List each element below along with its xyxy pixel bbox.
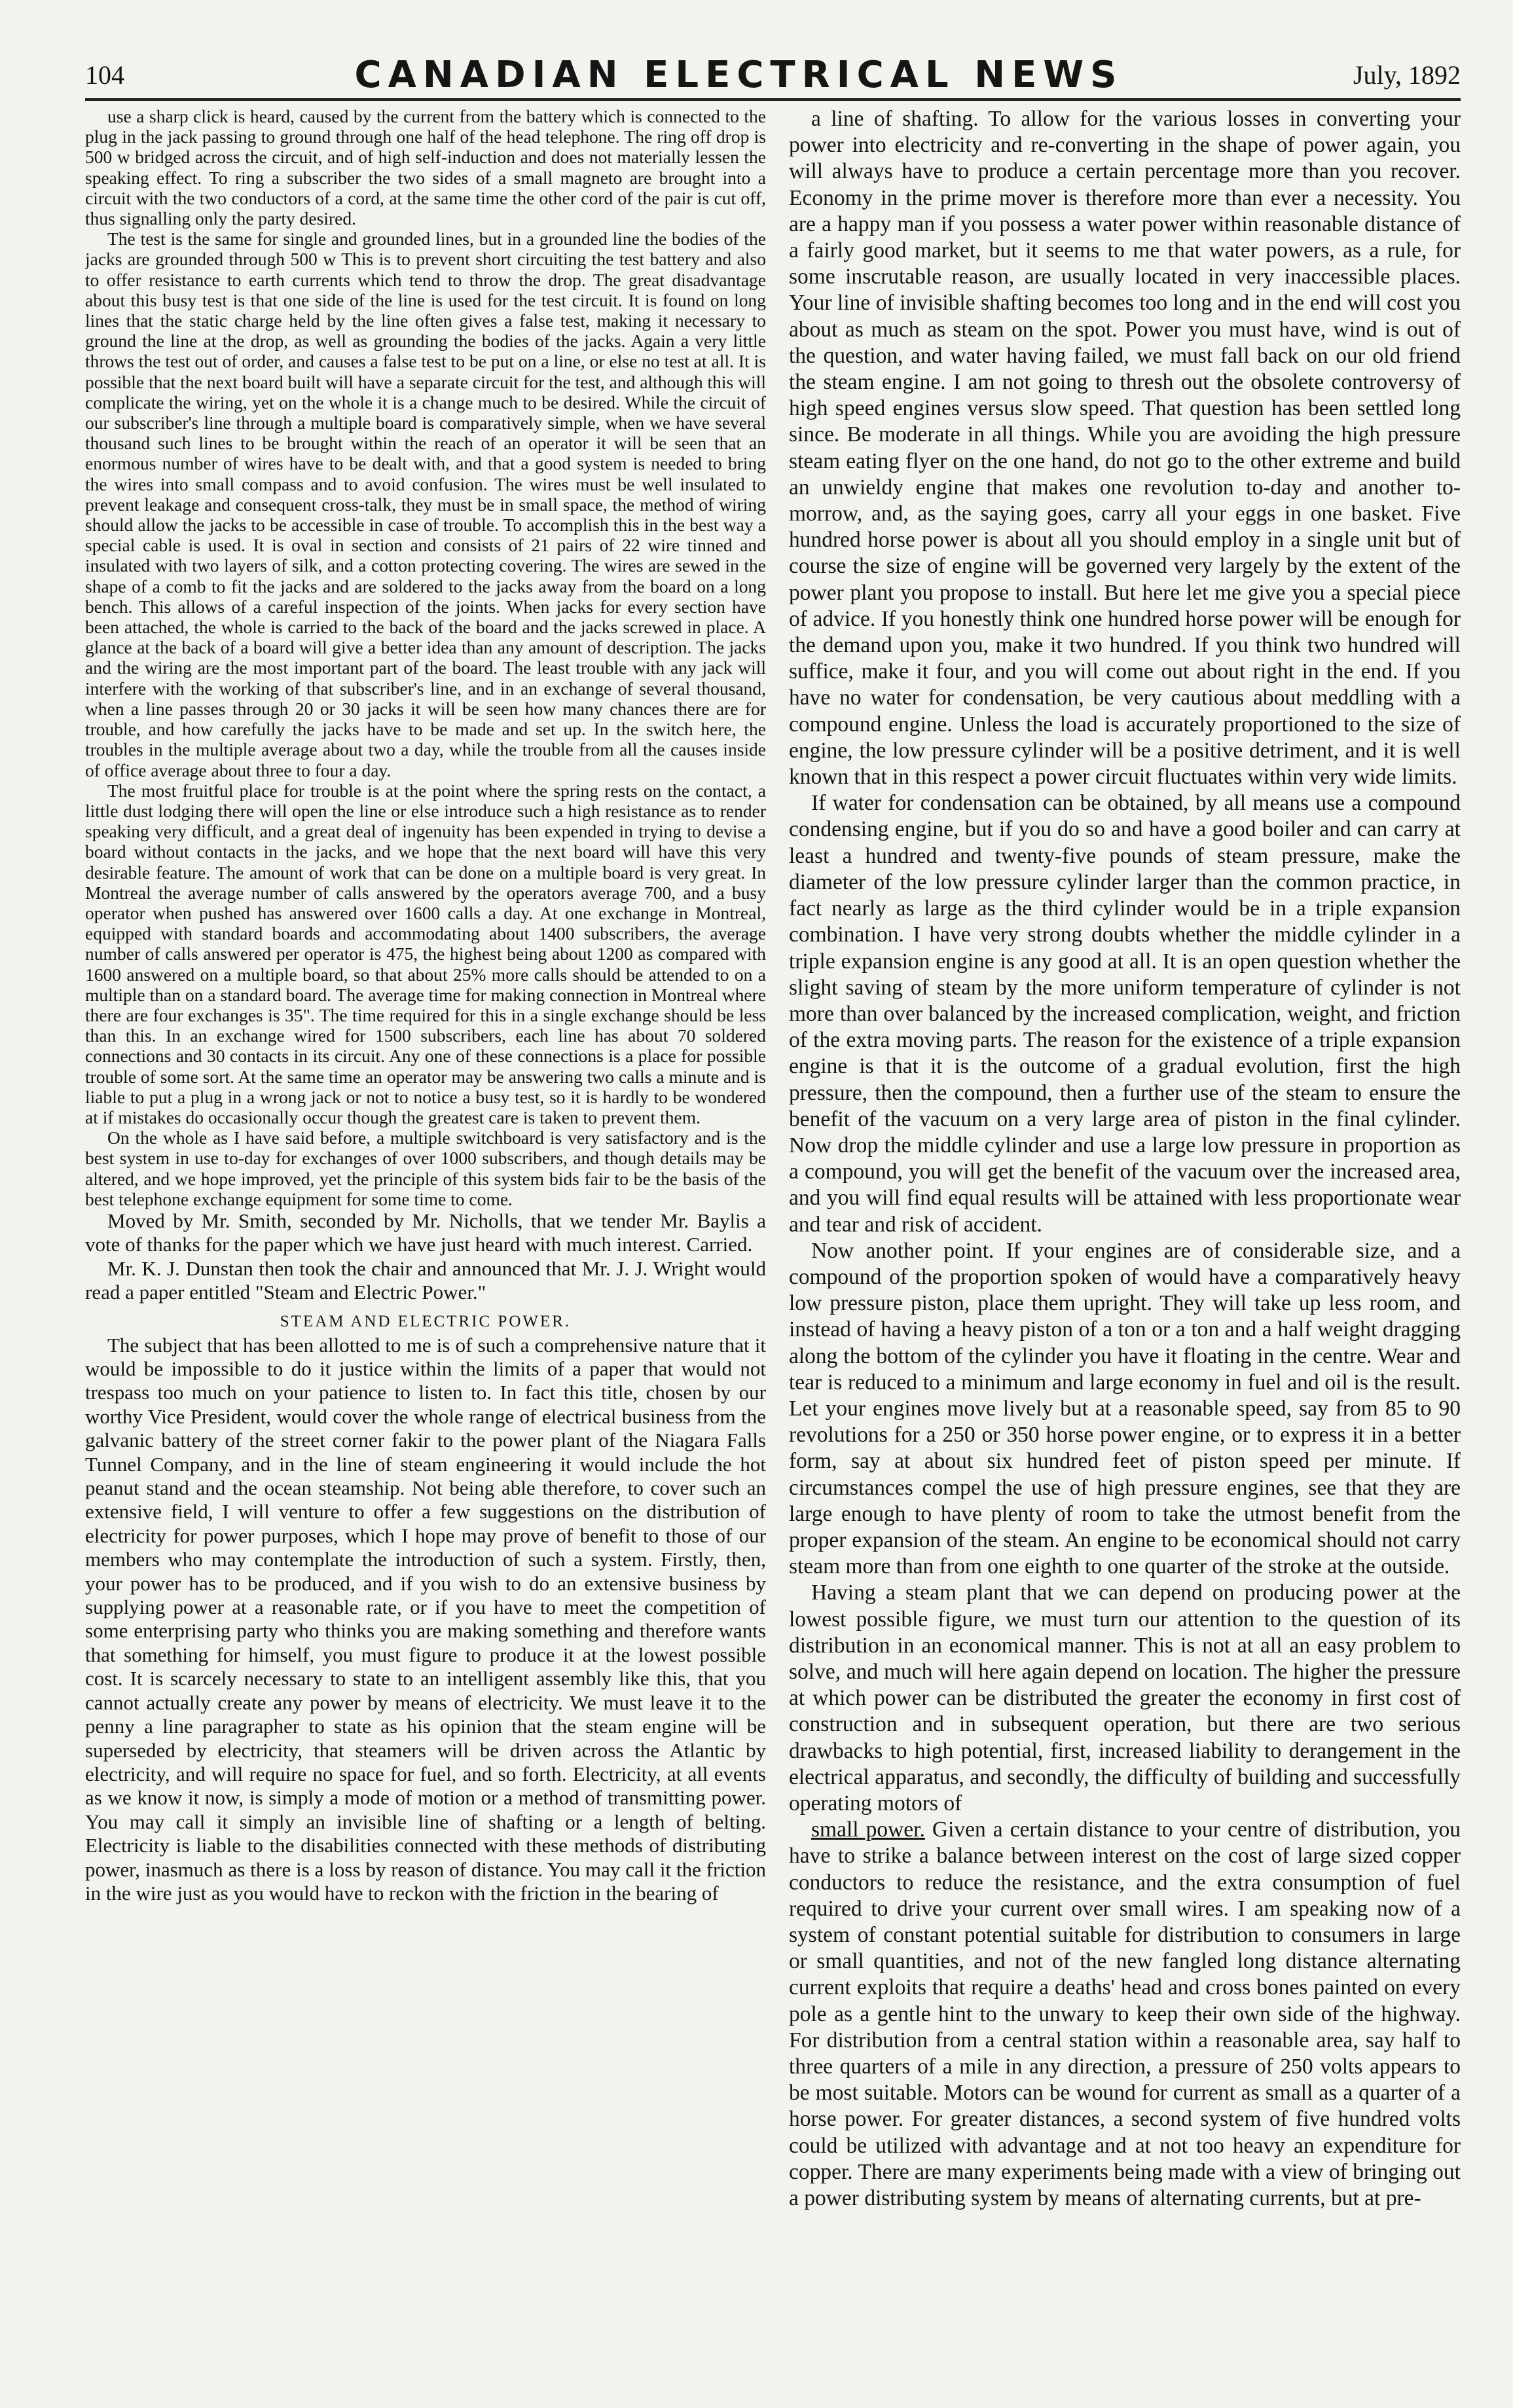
body-text: Given a certain distance to your centre of distribution, you have to strike a balance between interest on the cost of large sized copper conductors to reduce the resistance, and the extra consumption of fuel required to drive your current over small wires. I am speaking now of a system of constant potential suitable for distribution to consumers in large or small quantities, and not of the new fangled long distance alternating current exploits that require a deaths' head and cross bones painted on every pole as a gentle hint to the unwary to keep their own side of the highway. For distribution from a central station within a reasonable area, say half to three quarters of a mile in any direction, a pressure of 250 volts appears to be most suitable. Motors can be wound for current as small as a quarter of a horse power. For greater distances, a second system of five hundred volts could be utilized with advantage and at not too heavy an expenditure for copper. There are many experiments being made with a view of bringing out a power distributing system by means of alternating currents, but at pre- xyxy=(789,1817,1461,2211)
body-paragraph: a line of shafting. To allow for the various losses in converting your power into electricity and re-converting in the shape of power again, you will always have to produce a certain percentage more than you recover. Economy in the prime mover is therefore more than ever a necessity. You are a happy man if you possess a water power within reasonable distance of a fairly good market, but it seems to me that water powers, as a rule, for some inscrutable reason, are usually located in very inaccessible places. Your line of invisible shafting becomes too long and in the end will cost you about as much as steam on the spot. Power you must have, wind is out of the question, and water having failed, we must fall back on our old friend the steam engine. I am not going to thresh out the obsolete controversy of high speed engines versus slow speed. That question has been settled long since. Be moderate in all things. While you are avoiding the high pressure steam eating flyer on the one hand, do not go to the other extreme and build an unwieldy engine that makes one revolution to-day and another to-morrow, and, as the saying goes, carry all your eggs in one basket. Five hundred horse power is about all you should employ in a single unit but of course the size of engine will be governed very largely by the extent of the power plant you propose to install. But here let me give you a special piece of advice. If you honestly think one hundred horse power will be enough for the demand upon you, make it two hundred. If you think two hundred will suffice, make it four, and you will come out about right in the end. If you have no water for condensation, be very cautious about meddling with a compound engine. Unless the load is accurately proportioned to the size of engine, the low pressure cylinder will be a positive detriment, and it is well known that in this respect a power circuit fluctuates within very wide limits. xyxy=(789,107,1461,790)
body-paragraph: If water for condensation can be obtained, by all means use a compound condensing engine, but if you do so and have a good boiler and can carry at least a hundred and twenty-five pounds of steam pressure, make the diameter of the low pressure cylinder larger than the common practice, in fact nearly as large as the third cylinder would be in a triple expansion combination. I have very strong doubts whether the middle cylinder in a triple expansion engine is any good at all. It is an open question whether the slight saving of steam by the more uniform temperature of cylinder is not more than over balanced by the increased complication, weight, and friction of the extra moving parts. The reason for the existence of a triple expansion engine is that it is the outcome of a gradual evolution, first the high pressure, then the compound, then a further use of the steam to ensure the benefit of the vacuum on a very large area of piston in the final cylinder. Now drop the middle cylinder and use a large low pressure in proportion as a compound, you will get the benefit of the vacuum over the increased area, and you will find equal results will be attained with less proportionate wear and tear and risk of accident. xyxy=(789,791,1461,1237)
body-paragraph: On the whole as I have said before, a multiple switchboard is very satisfactory and is the best system in use to-day for exchanges of over 1000 subscribers, and though details may be altered, and we hope improved, yet the principle of this system bids fair to be the basis of the best telephone exchange equipment for some time to come. xyxy=(85,1127,766,1209)
body-paragraph: Now another point. If your engines are of considerable size, and a compound of the proportion spoken of would have a comparatively heavy low pressure piston, place them upright. They will take up less room, and instead of having a heavy piston of a ton or a ton and a half weight dragging along the bottom of the cylinder you have it floating in the centre. Wear and tear is reduced to a minimum and large economy in fuel and oil is the result. Let your engines move lively but at a reasonable speed, say from 85 to 90 revolutions for a 250 or 350 horse power engine, or to express it in a better form, say at about six hundred feet of piston speed per minute. If circumstances compel the use of high pressure engines, see that they are large enough to have plenty of room to take the utmost benefit from the proper expansion of the steam. An engine to be economical should not carry steam more than from one eighth to one quarter of the stroke at the outside. xyxy=(789,1238,1461,1579)
right-column xyxy=(789,106,1461,2369)
body-paragraph: Mr. K. J. Dunstan then took the chair and announced that Mr. J. J. Wright would read a paper entitled "Steam and Electric Power." xyxy=(85,1256,766,1304)
body-paragraph: The subject that has been allotted to me is of such a comprehensive nature that it would be impossible to do it justice within the limits of a paper that would not trespass too much on your patience to listen to. In fact this title, chosen by our worthy Vice President, would cover the whole range of electrical business from the galvanic battery of the street corner fakir to the power plant of the Niagara Falls Tunnel Company, and in the line of steam engineering it would include the hot peanut stand and the ocean steamship. Not being able therefore, to cover such an extensive field, I will venture to offer a few suggestions on the distribution of electricity for power purposes, which I hope may prove of benefit to those of our members who may contemplate the introduction of such a system. Firstly, then, your power has to be produced, and if you wish to do an extensive business by supplying power at a reasonable rate, or if you have to meet the competition of some enterprising party who thinks you are making something and therefore wants that something for himself, you must figure to produce it at the lowest possible cost. It is scarcely necessary to state to an intelligent assembly like this, that you cannot actually create any power by means of electricity. We must leave it to the penny a line paragrapher to state as his opinion that the steam engine will be superseded by electricity, that steamers will be driven across the Atlantic by electricity, and will require no space for fuel, and so forth. Electricity, at all events as we know it now, is simply a mode of motion or a method of transmitting power. You may call it simply an invisible line of shafting or a length of belting. Electricity is liable to the disabilities connected with these methods of distributing power, inasmuch as there is a loss by reason of distance. You may call it the friction in the wire just as you would have to reckon with the friction in the bearing of xyxy=(85,1333,766,1905)
marked-phrase: small power. xyxy=(811,1817,925,1842)
body-paragraph: Moved by Mr. Smith, seconded by Mr. Nicholls, that we tender Mr. Baylis a vote of thanks for the paper which we have just heard with much interest. Carried. xyxy=(85,1209,766,1256)
left-column xyxy=(85,106,766,2369)
page-number: 104 xyxy=(85,60,124,90)
body-paragraph xyxy=(789,1817,1461,2212)
body-paragraph: The most fruitful place for trouble is at the point where the spring rests on the contact, a little dust lodging there will open the line or else introduce such a high resistance as to render speaking very difficult, and a great deal of ingenuity has been expended in trying to devise a board without contacts in the jacks, and we hope that the next board will have this very desirable feature. The amount of work that can be done on a multiple board is very great. In Montreal the average number of calls answered by the operators average 700, and a busy operator when pushed has answered over 1600 calls a day. At one exchange in Montreal, equipped with standard boards and accommodating about 1400 subscribers, the average number of calls answered per operator is 475, the highest being about 1200 as compared with 1600 answered on a multiple board, so that about 25% more calls should be attended to on a multiple than on a standard board. The average time for making connection in Montreal where there are four exchanges is 35". The time required for this in a single exchange should be less than this. In an exchange wired for 1500 subscribers, each line has about 70 soldered connections and 30 contacts in its circuit. Any one of these connections is a place for possible trouble of some sort. At the same time an operator may be answering two calls a minute and is liable to put a plug in a wrong jack or not to notice a busy test, so it is hardly to be wondered at if mistakes do occasionally occur though the greatest care is taken to prevent them. xyxy=(85,780,766,1127)
body-paragraph: Having a steam plant that we can depend on producing power at the lowest possible figure, we must turn our attention to the question of its distribution in an economical manner. This is not at all an easy problem to solve, and much will here again depend on location. The higher the pressure at which power can be distributed the greater the economy in first cost of construction and in subsequent operation, but there are two serious drawbacks to high potential, first, increased liability to derangement in the electrical apparatus, and secondly, the difficulty of building and successfully operating motors of xyxy=(789,1580,1461,1815)
body-paragraph: The test is the same for single and grounded lines, but in a grounded line the bodies of the jacks are grounded through 500 w This is to prevent short circuiting the test battery and also to offer resistance to earth currents which tend to throw the drop. The great disadvantage about this busy test is that one side of the line is used for the test circuit. It is found on long lines that the static charge held by the line often gives a false test, making it necessary to ground the line at the drop, as well as grounding the bodies of the jacks. Again a very little throws the test out of order, and causes a false test to be put on a line, or else no test at all. It is possible that the next board built will have a separate circuit for the test, and although this will complicate the wiring, yet on the whole it is a change much to be desired. While the circuit of our subscriber's line through a multiple board is comparatively simple, when we have several thousand such lines to be brought within the reach of an operator it will be seen that an enormous number of wires have to be dealt with, and that a good system is needed to bring the wires into small compass and to avoid confusion. The wires must be well insulated to prevent leakage and consequent cross-talk, they must be in small space, the method of wiring should allow the jacks to be accessible in case of trouble. To accomplish this in the best way a special cable is used. It is oval in section and consists of 21 pairs of 22 wire tinned and insulated with two layers of silk, and a cotton protecting covering. The wires are sewed in the shape of a comb to fit the jacks and are soldered to the jacks away from the board on a long bench. This allows of a careful inspection of the joints. When jacks for every section have been attached, the whole is carried to the back of the board and the jacks screwed in place. A glance at the back of a board will give a better idea than any amount of description. The jacks and the wiring are the most important part of the board. The least trouble with any jack will interfere with the working of that subscriber's line, and in an exchange of several thousand, when a line passes through 20 or 30 jacks it will be seen how many chances there are for trouble, and how carefully the jacks have to be made and set up. In the switch here, the troubles in the multiple average about two a day, while the trouble from all the causes inside of office average about three to four a day. xyxy=(85,228,766,780)
body-paragraph: use a sharp click is heard, caused by the current from the battery which is connected to the plug in the jack passing to ground through one half of the head telephone. The ring off drop is 500 w bridged across the circuit, and of high self-induction and does not materially lessen the speaking effect. To ring a subscriber the two sides of a small magneto are brought into a circuit with the two conductors of a cord, at the same time the other cord of the pair is cut off, thus signalling only the party desired. xyxy=(85,106,766,229)
page-header xyxy=(85,51,1461,101)
masthead-title: CANADIAN ELECTRICAL NEWS xyxy=(354,53,1123,96)
issue-date: July, 1892 xyxy=(1353,60,1461,90)
section-heading: STEAM AND ELECTRIC POWER. xyxy=(280,1312,572,1330)
